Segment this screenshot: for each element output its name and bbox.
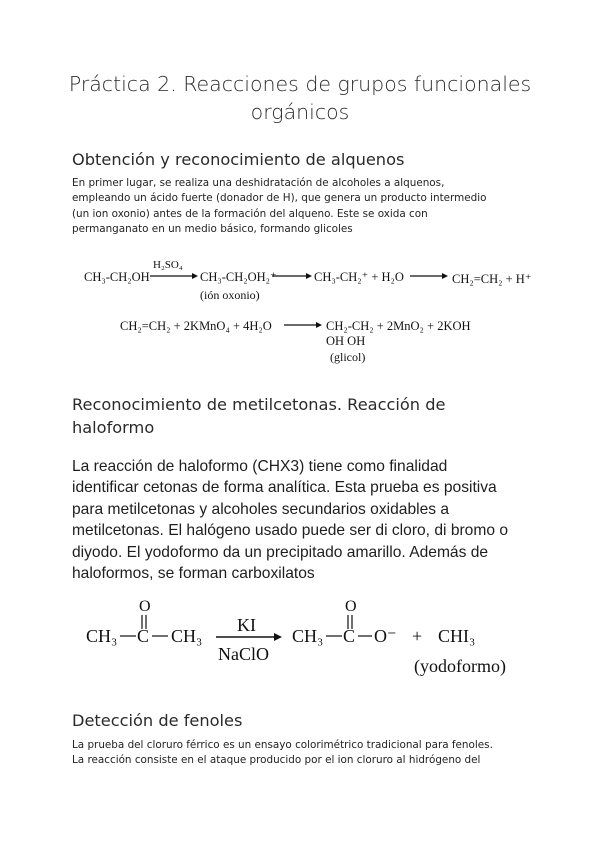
equation-haloform bbox=[82, 596, 522, 686]
text-line: En primer lugar, se realiza una deshidratación de alcoholes a alquenos, bbox=[72, 177, 445, 189]
text-line: permanganato en un medio básico, formando glicoles bbox=[72, 223, 353, 236]
text-line: diyodo. El yodoformo da un precipitado amarillo. Además de bbox=[72, 543, 489, 561]
heading-fenoles: Detección de fenoles bbox=[72, 711, 243, 730]
eq1-product: CH₂=CH₂ + H⁺ bbox=[452, 272, 532, 286]
text-line: La reacción consiste en el ataque producido por el ion cloruro al hidrógeno del bbox=[72, 754, 481, 767]
text-line: para metilcetonas y alcoholes secundarios oxidables a bbox=[72, 500, 450, 518]
product-carbon: C bbox=[343, 626, 356, 646]
eq2-arrowhead bbox=[316, 322, 322, 328]
text-line: haloformos, se forman carboxilatos bbox=[72, 565, 315, 583]
reactant-methyl-left: CH₃ bbox=[86, 626, 118, 646]
eq1-arrowhead-3 bbox=[442, 273, 448, 279]
eq2-reactants: CH₂=CH₂ + 2KMnO₄ + 4H₂O bbox=[120, 319, 272, 333]
paragraph-haloformo bbox=[72, 456, 542, 584]
paragraph-alquenos bbox=[72, 176, 532, 238]
text-line: identificar cetonas de forma analítica. Esta prueba es positiva bbox=[72, 479, 497, 497]
product-methyl: CH₃ bbox=[292, 626, 324, 646]
product-carbonyl-oxygen: O bbox=[345, 598, 357, 615]
reactant-carbon: C bbox=[137, 626, 150, 646]
eq1-arrowhead-1 bbox=[192, 273, 198, 279]
eq1-catalyst: H₂SO₄ bbox=[153, 259, 183, 271]
title-line-2: orgánicos bbox=[250, 100, 350, 124]
eq1-intermediate: CH₃-CH₂OH₂⁺ bbox=[200, 270, 277, 284]
heading-line: Reconocimiento de metilcetonas. Reacción de bbox=[72, 395, 446, 414]
title-line-1: Práctica 2. Reacciones de grupos funcionales bbox=[68, 72, 532, 96]
heading-alquenos: Obtención y reconocimiento de alquenos bbox=[72, 150, 405, 169]
reagent-naclo: NaClO bbox=[218, 644, 269, 664]
eq2-product-label: (glicol) bbox=[330, 350, 366, 364]
byproduct-iodoform: CHI₃ bbox=[438, 626, 476, 646]
eq1-intermediate-label: (ión oxonio) bbox=[200, 288, 260, 302]
page-title bbox=[40, 70, 560, 126]
product-oxide: O⁻ bbox=[374, 626, 397, 646]
paragraph-fenoles bbox=[72, 738, 542, 769]
reactant-carbonyl-oxygen: O bbox=[139, 598, 151, 615]
reagent-ki: KI bbox=[237, 615, 256, 635]
text-line: La reacción de haloformo (CHX3) tiene como finalidad bbox=[72, 458, 448, 475]
eq1-carbocation: CH₃-CH₂⁺ + H₂O bbox=[314, 270, 404, 284]
equation-dehydration bbox=[80, 252, 540, 312]
heading-haloformo bbox=[72, 393, 445, 439]
reaction-arrowhead bbox=[274, 633, 282, 641]
text-line: metilcetonas. El halógeno usado puede ser di cloro, di bromo o bbox=[72, 522, 509, 540]
equation-oxidation bbox=[112, 312, 532, 368]
text-line: (un ion oxonio) antes de la formación del alqueno. Este se oxida con bbox=[72, 207, 428, 220]
eq1-reactant: CH₃-CH₂OH bbox=[84, 270, 150, 284]
plus-sign: + bbox=[412, 626, 423, 646]
eq2-oh-groups: OH OH bbox=[326, 334, 366, 348]
heading-line: haloformo bbox=[72, 418, 155, 437]
eq1-arrowhead-2 bbox=[306, 273, 312, 279]
byproduct-label: (yodoformo) bbox=[414, 656, 506, 676]
text-line: La prueba del cloruro férrico es un ensayo colorimétrico tradicional para fenoles. bbox=[72, 739, 493, 751]
reactant-methyl-right: CH₃ bbox=[171, 626, 203, 646]
text-line: empleando un ácido fuerte (donador de H), que genera un producto intermedio bbox=[72, 192, 487, 205]
eq2-product: CH₂-CH₂ + 2MnO₂ + 2KOH bbox=[326, 319, 471, 333]
